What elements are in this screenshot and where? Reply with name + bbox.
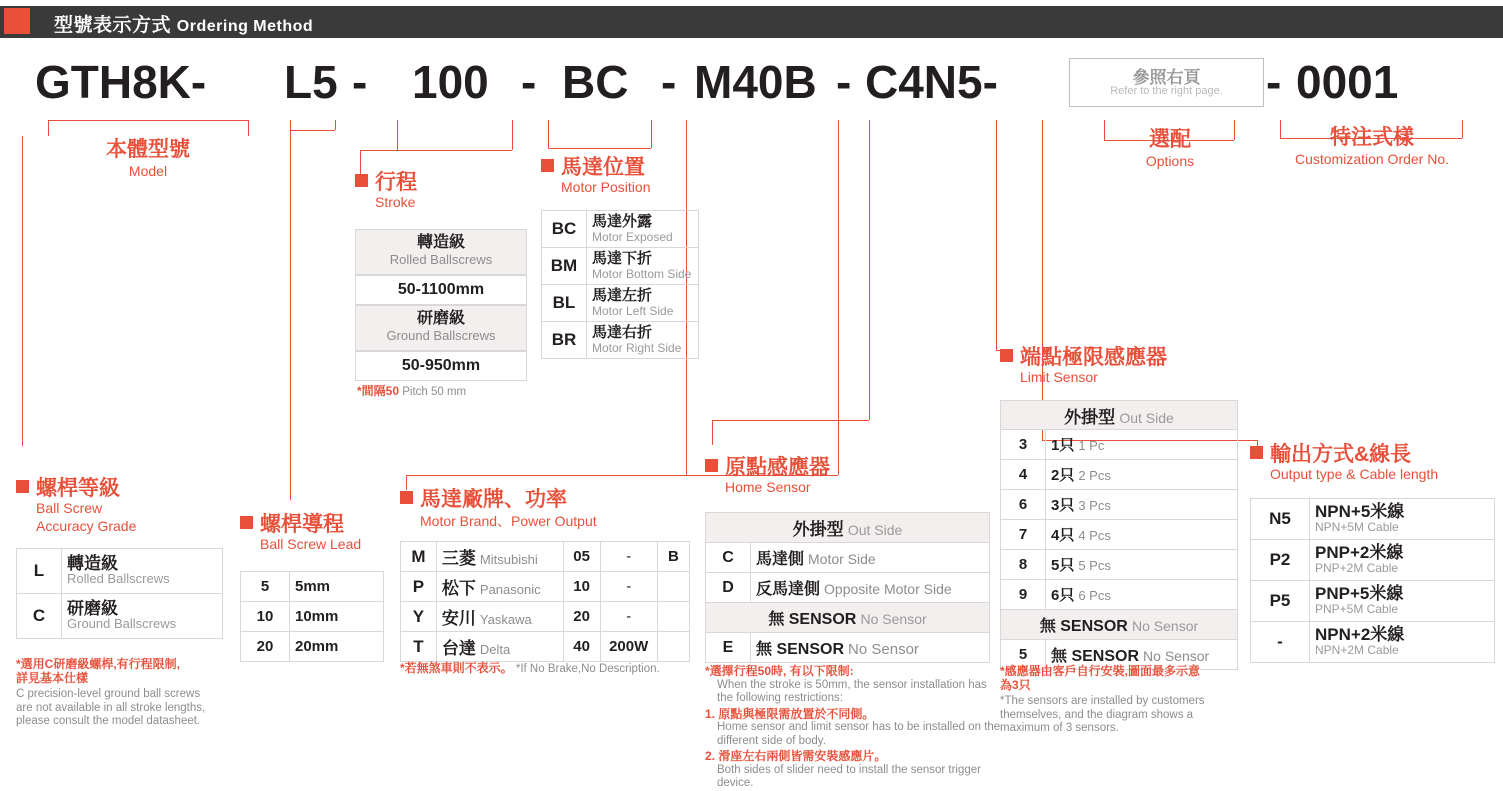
ot-key-1: P2 — [1251, 540, 1310, 581]
ls-last-key: 5 — [1001, 640, 1046, 670]
section-options — [1090, 128, 1250, 170]
ls-en-1: 2 Pcs — [1078, 468, 1111, 483]
ot-en-1: PNP+2M Cable — [1315, 561, 1399, 575]
mp-en-0: Motor Exposed — [592, 230, 673, 244]
ls-note-cn2: 為3只 — [1000, 677, 1031, 692]
stroke-rolled-header — [355, 229, 527, 275]
table-row — [1001, 610, 1238, 640]
grade-cn-0: 轉造級 — [67, 554, 118, 573]
table-row — [706, 573, 990, 603]
mp-val-2 — [587, 285, 699, 322]
header-title — [54, 10, 313, 37]
mb-brake-1 — [657, 572, 689, 602]
ot-key-0: N5 — [1251, 499, 1310, 540]
section-customization-en: Customization Order No. — [1294, 151, 1450, 167]
mb-key-2: Y — [401, 602, 437, 632]
mp-val-3 — [587, 322, 699, 359]
mp-en-3: Motor Right Side — [592, 341, 682, 355]
hs-header-en: Out Side — [847, 522, 903, 538]
section-customization — [1272, 126, 1472, 168]
hs-cn-1: 反馬達側 — [756, 581, 821, 598]
ls-key-5: 9 — [1001, 580, 1046, 610]
ls-cn-2: 3只 — [1051, 497, 1075, 514]
table-row — [542, 322, 699, 359]
code-dash-2: - — [521, 56, 537, 108]
table-row — [706, 603, 990, 633]
ot-val-1 — [1310, 540, 1495, 581]
ls-cn-5: 6只 — [1051, 587, 1075, 604]
hs-note-4: 1. 原點與極限需放置於不同側。 — [705, 706, 875, 721]
code-motor-pos: BC — [562, 56, 629, 108]
hs-note-1: *選擇行程50時, 有以下限制: — [705, 664, 854, 678]
leader-mp-v1 — [548, 120, 549, 148]
mb-note-cn: *若無煞車則不表示。 — [400, 661, 513, 675]
code-dash-3: - — [661, 56, 677, 108]
table-row — [542, 211, 699, 248]
ls-val-0 — [1046, 430, 1238, 460]
grade-val-0 — [62, 549, 223, 594]
ls-en-3: 4 Pcs — [1078, 528, 1111, 543]
table-row — [706, 543, 990, 573]
hs-note-2: When the stroke is 50mm, the sensor installation has — [717, 678, 987, 691]
stroke-rolled-cn: 轉造級 — [416, 234, 465, 251]
section-output-type-cn: 輸出方式&線長 — [1270, 443, 1412, 466]
grade-note-en1: C precision-level ground ball screws — [16, 688, 201, 700]
mb-out-2: - — [600, 602, 657, 632]
hs-val-0 — [751, 543, 990, 573]
mb-cn-2: 安川 — [441, 609, 476, 628]
leader-lead-vert — [290, 120, 291, 500]
ot-val-0 — [1310, 499, 1495, 540]
hs-note-7: 2. 滑座左右兩側皆需安裝感應片。 — [705, 749, 887, 763]
header-title-cn: 型號表示方式 — [54, 15, 172, 36]
header-title-en: Ordering Method — [176, 18, 314, 35]
hs-none-row — [706, 603, 990, 633]
stroke-rolled-value-row — [355, 275, 527, 305]
table-row — [1001, 580, 1238, 610]
leader-mb-v2 — [406, 475, 407, 490]
header-accent-square — [4, 8, 30, 34]
code-model: GTH8K- — [35, 56, 207, 108]
leader-stroke-h2 — [360, 150, 397, 151]
limit-sensor-table — [1000, 400, 1238, 670]
section-stroke-cn: 行程 — [375, 171, 417, 194]
section-motor-position-cn: 馬達位置 — [561, 156, 645, 179]
leader-ot-v1 — [1042, 120, 1043, 440]
options-placeholder-cn: 參照右頁 — [1132, 68, 1201, 87]
ls-cn-4: 5只 — [1051, 557, 1075, 574]
ls-val-5 — [1046, 580, 1238, 610]
grade-cn-1: 研磨級 — [67, 599, 118, 618]
mp-key-0: BC — [542, 211, 587, 248]
limit-sensor-note — [1000, 665, 1250, 736]
ls-header-en: Out Side — [1119, 409, 1174, 426]
leader-hs-v2 — [712, 420, 713, 445]
ot-cn-3: NPN+2米線 — [1315, 625, 1405, 644]
table-row — [241, 632, 384, 662]
leader-ls-v1 — [996, 120, 997, 350]
ls-cn-1: 2只 — [1051, 467, 1075, 484]
mb-key-1: P — [401, 572, 437, 602]
leader-model-right — [248, 120, 249, 136]
hs-cn-0: 馬達側 — [756, 551, 805, 568]
table-row — [1001, 460, 1238, 490]
ls-cn-0: 1只 — [1051, 437, 1075, 454]
leader-grade-vert — [22, 136, 23, 446]
options-placeholder-box[interactable] — [1069, 58, 1264, 107]
section-motor-position-en: Motor Position — [561, 179, 651, 195]
hs-note-8: Both sides of slider need to install the sensor trigger device. — [717, 763, 982, 789]
leader-stroke-v2 — [512, 120, 513, 150]
table-row — [1001, 550, 1238, 580]
ls-en-4: 5 Pcs — [1078, 558, 1111, 573]
grade-note-cn1: *選用C研磨級螺桿,有行程限制, — [16, 657, 181, 671]
lead-val-0: 5mm — [290, 572, 384, 602]
table-row — [1001, 490, 1238, 520]
table-row — [1001, 430, 1238, 460]
mb-pw-1: 10 — [563, 572, 600, 602]
code-sensor: C4N5- — [865, 56, 998, 108]
table-row — [1251, 499, 1495, 540]
ls-en-2: 3 Pcs — [1078, 498, 1111, 513]
hs-note-3: the following restrictions: — [717, 692, 843, 704]
ls-key-0: 3 — [1001, 430, 1046, 460]
section-home-sensor-en: Home Sensor — [725, 479, 811, 495]
hs-header — [706, 513, 990, 543]
code-stroke: 100 — [412, 56, 489, 108]
ls-cn-3: 4只 — [1051, 527, 1075, 544]
options-placeholder-en: Refer to the right page. — [1110, 85, 1223, 97]
lead-bullet — [240, 516, 253, 529]
section-motor-brand-en: Motor Brand、Power Output — [420, 513, 597, 529]
leader-lead-vert2 — [335, 120, 336, 130]
mb-brand-2 — [436, 602, 563, 632]
leader-stroke-v1 — [397, 120, 398, 150]
section-options-cn: 選配 — [1149, 128, 1191, 151]
grade-note-en2: are not available in all stroke lengths, — [16, 701, 206, 714]
grade-note-en3: please consult the model datasheet. — [16, 715, 201, 727]
grade-bullet — [16, 480, 29, 493]
ls-none-en: No Sensor — [1132, 618, 1199, 634]
stroke-ground-cn: 研磨級 — [416, 310, 465, 327]
mp-en-2: Motor Left Side — [592, 304, 674, 318]
section-model-en: Model — [128, 163, 168, 179]
hs-en-2: No Sensor — [860, 611, 927, 627]
hs-key-1: D — [706, 573, 751, 603]
leader-model-left — [48, 120, 49, 136]
mb-en-1: Panasonic — [479, 582, 541, 597]
mb-pw-2: 20 — [563, 602, 600, 632]
section-limit-sensor-cn: 端點極限感應器 — [1020, 346, 1167, 369]
ot-cn-1: PNP+2米線 — [1315, 543, 1404, 562]
ordering-code — [0, 55, 1503, 117]
ls-key-2: 6 — [1001, 490, 1046, 520]
table-row — [401, 602, 690, 632]
code-dash-1: - — [352, 56, 368, 108]
mb-brand-1 — [436, 572, 563, 602]
hs-val-3 — [751, 633, 990, 663]
grade-key-1: C — [17, 594, 62, 639]
ot-key-3: - — [1251, 622, 1310, 663]
grade-val-1 — [62, 594, 223, 639]
hs-val-1 — [751, 573, 990, 603]
mb-brake-2 — [657, 602, 689, 632]
table-row — [1251, 622, 1495, 663]
ot-en-0: NPN+5M Cable — [1315, 520, 1399, 534]
leader-mp-v2 — [651, 120, 652, 148]
mb-cn-1: 松下 — [441, 579, 476, 598]
grade-en-0: Rolled Ballscrews — [67, 571, 170, 586]
mb-en-2: Yaskawa — [479, 612, 532, 627]
ball-screw-lead-table — [240, 571, 384, 662]
section-lead-en: Ball Screw Lead — [260, 536, 362, 552]
stroke-rolled-value: 50-1100mm — [397, 281, 485, 298]
mb-en-0: Mitsubishi — [479, 552, 538, 567]
motor-brand-bullet — [400, 491, 413, 504]
table-row — [241, 602, 384, 632]
limit-sensor-bullet — [1000, 349, 1013, 362]
mb-pw-3: 40 — [563, 632, 600, 662]
section-stroke-en: Stroke — [375, 194, 416, 210]
section-model — [60, 138, 236, 180]
ot-key-2: P5 — [1251, 581, 1310, 622]
section-motor-brand-cn: 馬達廠牌、功率 — [420, 488, 567, 511]
leader-hs-h — [712, 420, 869, 421]
lead-key-1: 10 — [241, 602, 290, 632]
ls-last-cn: 無 SENSOR — [1051, 648, 1140, 665]
stroke-rolled-en: Rolled Ballscrews — [389, 252, 493, 267]
ls-header — [1001, 401, 1238, 430]
leader-model-top — [48, 120, 248, 121]
stroke-ground-en: Ground Ballscrews — [386, 328, 496, 343]
motor-brand-note — [400, 662, 700, 677]
mb-pw-0: 05 — [563, 542, 600, 572]
mp-key-3: BR — [542, 322, 587, 359]
lead-key-2: 20 — [241, 632, 290, 662]
ls-none-row — [1001, 610, 1238, 640]
stroke-note-en: Pitch 50 mm — [402, 386, 467, 398]
ls-val-2 — [1046, 490, 1238, 520]
table-row — [401, 542, 690, 572]
mb-cn-0: 三菱 — [441, 549, 476, 568]
table-row — [1251, 581, 1495, 622]
mb-out-0: - — [600, 542, 657, 572]
table-row — [542, 248, 699, 285]
mb-brand-0 — [436, 542, 563, 572]
output-type-bullet — [1250, 446, 1263, 459]
table-row — [401, 632, 690, 662]
stroke-ground-value-row — [355, 351, 527, 381]
ls-note-en2: themselves, and the diagram shows a — [1000, 708, 1194, 721]
table-row — [542, 285, 699, 322]
ot-en-2: PNP+5M Cable — [1315, 602, 1399, 616]
mp-en-1: Motor Bottom Side — [592, 267, 692, 281]
leader-stroke-h — [397, 150, 512, 151]
mb-key-0: M — [401, 542, 437, 572]
ls-val-3 — [1046, 520, 1238, 550]
mb-cn-3: 台達 — [441, 639, 476, 658]
section-customization-cn: 特注式樣 — [1330, 126, 1414, 149]
grade-key-0: L — [17, 549, 62, 594]
ot-val-3 — [1310, 622, 1495, 663]
stroke-ground-value: 50-950mm — [401, 357, 481, 374]
hs-key-3: E — [706, 633, 751, 663]
stroke-ground-header — [355, 305, 527, 351]
ot-cn-0: NPN+5米線 — [1315, 502, 1405, 521]
table-row — [241, 572, 384, 602]
motor-position-bullet — [541, 159, 554, 172]
ls-en-0: 1 Pc — [1078, 438, 1105, 453]
section-output-type-en: Output type & Cable length — [1270, 466, 1439, 482]
leader-mb-h — [406, 475, 686, 476]
mb-brand-3 — [436, 632, 563, 662]
hs-cn-3: 無 SENSOR — [756, 641, 845, 658]
section-lead-cn: 螺桿導程 — [260, 513, 344, 536]
table-row — [706, 633, 990, 663]
mp-cn-1: 馬達下折 — [592, 250, 653, 267]
mp-cn-3: 馬達右折 — [592, 324, 653, 341]
home-sensor-note — [705, 665, 1005, 791]
leader-hs-v1 — [869, 120, 870, 420]
code-dash-5: - — [1266, 56, 1282, 108]
table-row — [1001, 520, 1238, 550]
ball-screw-grade-note — [16, 658, 256, 729]
leader-mb-v3 — [838, 120, 839, 475]
stroke-note-cn: *間隔50 — [357, 384, 400, 398]
limit-sensor-header-row — [1001, 401, 1238, 430]
hs-cn-2: 無 SENSOR — [768, 611, 857, 628]
grade-note-cn2: 詳見基本仕樣 — [16, 670, 89, 685]
output-type-table — [1250, 498, 1495, 663]
mb-out-1: - — [600, 572, 657, 602]
lead-key-0: 5 — [241, 572, 290, 602]
ls-val-4 — [1046, 550, 1238, 580]
ls-none-cn: 無 SENSOR — [1039, 618, 1128, 635]
table-row — [1251, 540, 1495, 581]
section-grade-cn: 螺桿等級 — [36, 477, 120, 500]
home-sensor-header-row — [706, 513, 990, 543]
ls-val-1 — [1046, 460, 1238, 490]
ls-note-en3: maximum of 3 sensors. — [1000, 722, 1119, 734]
home-sensor-bullet — [705, 459, 718, 472]
table-row — [17, 594, 223, 639]
ls-en-5: 6 Pcs — [1078, 588, 1111, 603]
section-options-en: Options — [1145, 153, 1195, 169]
mp-cn-2: 馬達左折 — [592, 287, 653, 304]
mp-val-0 — [587, 211, 699, 248]
hs-en-1: Opposite Motor Side — [824, 581, 952, 597]
leader-stroke-drop — [360, 150, 361, 175]
mb-en-3: Delta — [479, 642, 511, 657]
section-grade-en1: Ball Screw — [36, 500, 103, 516]
ls-key-1: 4 — [1001, 460, 1046, 490]
section-home-sensor-cn: 原點感應器 — [725, 456, 830, 479]
leader-mp-h — [548, 148, 651, 149]
code-motor-brand: M40B — [694, 56, 817, 108]
lead-val-1: 10mm — [290, 602, 384, 632]
stroke-note — [357, 385, 557, 400]
mp-key-1: BM — [542, 248, 587, 285]
ls-header-cn: 外掛型 — [1064, 407, 1116, 427]
stroke-bullet — [355, 174, 368, 187]
leader-lead-join — [290, 130, 335, 131]
ls-key-4: 8 — [1001, 550, 1046, 580]
mb-brake-3 — [657, 632, 689, 662]
grade-en-1: Ground Ballscrews — [67, 616, 177, 631]
hs-note-6: different side of body. — [717, 734, 826, 747]
section-limit-sensor-en: Limit Sensor — [1020, 369, 1098, 385]
ot-cn-2: PNP+5米線 — [1315, 584, 1404, 603]
section-grade-en2: Accuracy Grade — [36, 518, 137, 534]
mp-key-2: BL — [542, 285, 587, 322]
hs-en-0: Motor Side — [808, 551, 876, 567]
motor-position-table — [541, 210, 699, 359]
lead-val-2: 20mm — [290, 632, 384, 662]
hs-en-3: No Sensor — [848, 641, 919, 658]
ls-last-en: No Sensor — [1143, 648, 1210, 664]
table-row — [401, 572, 690, 602]
table-row — [17, 549, 223, 594]
mb-note-en: *If No Brake,No Description. — [515, 663, 660, 675]
ball-screw-grade-table — [16, 548, 223, 639]
mp-val-1 — [587, 248, 699, 285]
ls-note-cn1: *感應器由客戶自行安裝,圖面最多示意 — [1000, 664, 1201, 678]
code-lead: L5 — [284, 56, 338, 108]
hs-header-cn: 外掛型 — [792, 520, 844, 539]
hs-note-5: Home sensor and limit sensor has to be installed on the — [717, 721, 1001, 733]
code-dash-4: - — [836, 56, 852, 108]
mb-out-3: 200W — [600, 632, 657, 662]
mp-cn-0: 馬達外露 — [592, 213, 653, 230]
motor-brand-table — [400, 541, 690, 662]
ls-note-en1: *The sensors are installed by customers — [1000, 695, 1205, 707]
section-model-cn: 本體型號 — [106, 138, 190, 161]
ls-key-3: 7 — [1001, 520, 1046, 550]
mb-key-3: T — [401, 632, 437, 662]
mb-brake-0: B — [657, 542, 689, 572]
home-sensor-table — [705, 512, 990, 663]
code-customization: 0001 — [1296, 56, 1399, 108]
hs-key-0: C — [706, 543, 751, 573]
ot-en-3: NPN+2M Cable — [1315, 643, 1399, 657]
ot-val-2 — [1310, 581, 1495, 622]
